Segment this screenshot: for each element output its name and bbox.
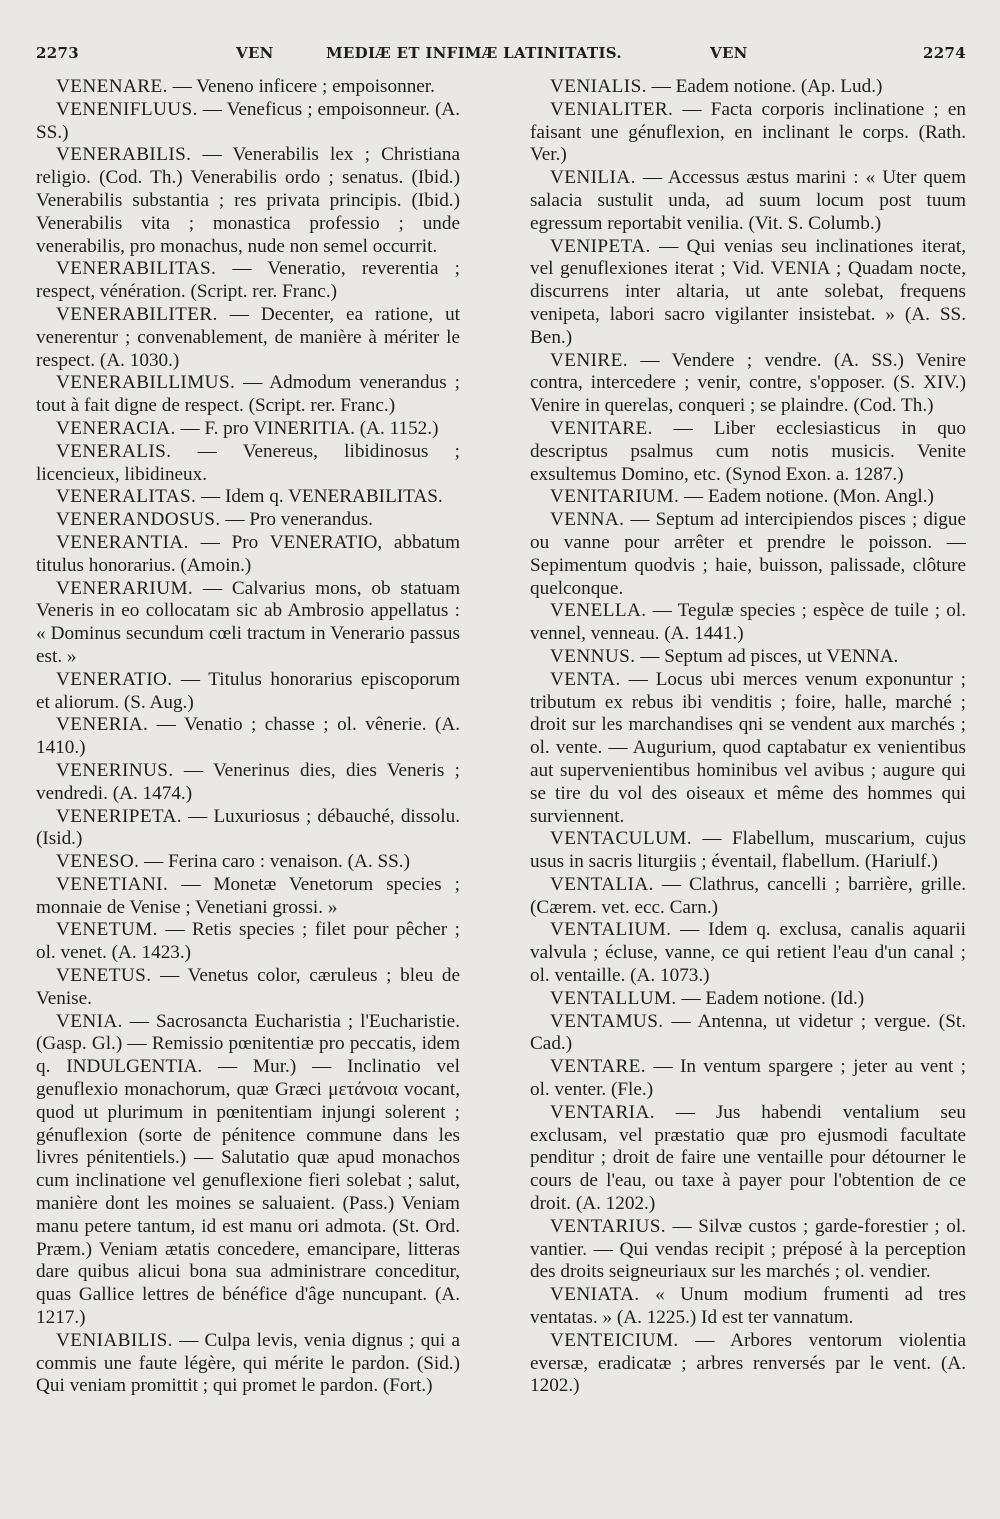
entry-definition: — F. pro VINERITIA. (A. 1152.) <box>175 417 439 439</box>
entry-definition: — Decenter, ea ratione, ut venerentur ; convenablement, de manière à mériter le respect. (A. 1030.) <box>36 303 460 371</box>
dictionary-entry <box>530 418 966 486</box>
entry-headword: VENETIANI. <box>56 873 169 895</box>
entry-headword: VENTAMUS. <box>550 1010 664 1032</box>
entry-headword: VENERALIS. <box>56 440 172 462</box>
dictionary-entry <box>36 1330 460 1398</box>
dictionary-entry <box>530 1056 966 1102</box>
entry-headword: VENIPETA. <box>550 235 651 257</box>
dictionary-entry <box>530 1284 966 1330</box>
entry-definition: — Venatio ; chasse ; ol. vênerie. (A. 1410.) <box>36 714 460 759</box>
dictionary-entry <box>36 806 460 852</box>
entry-definition: — Venerabilis lex ; Christiana religio. (Cod. Th.) Venerabilis ordo ; senatus. (Ibid.) Venerabilis substantia ; res privata principis. (Ibid.) Venerabilis vita ; monastica professio ; unde venerabilis, pro monachus, nude non semel occurrit. <box>36 144 460 257</box>
page-number-right: 2274 <box>923 44 966 62</box>
entry-definition: — Admodum venerandus ; tout à fait digne de respect. (Script. rer. Franc.) <box>36 372 460 417</box>
entry-headword: VENTARIA. <box>550 1101 655 1123</box>
dictionary-entry <box>530 486 966 509</box>
dictionary-entry <box>530 99 966 167</box>
dictionary-entry <box>530 1330 966 1398</box>
entry-headword: VENERIA. <box>56 714 149 736</box>
dictionary-entry <box>530 919 966 987</box>
dictionary-entry <box>530 1011 966 1057</box>
entry-definition: — In ventum spargere ; jeter au vent ; ol. venter. (Fle.) <box>530 1056 966 1101</box>
entry-headword: VENNUS. <box>550 645 636 667</box>
dictionary-entry <box>36 965 460 1011</box>
entry-definition: — Titulus honorarius episcoporum et aliorum. (S. Aug.) <box>36 668 460 713</box>
entry-definition: — Pro VENERATIO, abbatum titulus honorarius. (Amoin.) <box>36 531 460 576</box>
entry-headword: VENTEICIUM. <box>550 1329 679 1351</box>
dictionary-entry <box>530 600 966 646</box>
dictionary-entry <box>36 874 460 920</box>
entry-headword: VENERABILITER. <box>56 303 218 325</box>
dictionary-entry <box>530 350 966 418</box>
dictionary-entry <box>36 418 460 441</box>
entry-headword: VENITARE. <box>550 417 653 439</box>
running-title: MEDIÆ ET INFIMÆ LATINITATIS. <box>326 44 622 62</box>
entry-definition: — Eadem notione. (Mon. Angl.) <box>679 486 934 508</box>
entry-headword: VENTALLUM. <box>550 987 677 1009</box>
dictionary-entry <box>36 144 460 258</box>
dictionary-entry <box>530 828 966 874</box>
entry-definition: — Eadem notione. (Ap. Lud.) <box>646 76 883 97</box>
dictionary-entry <box>530 669 966 829</box>
entry-definition: — Locus ubi merces venum exponuntur ; tributum ex rebus ibi venditis ; foire, halle, marché ; droit sur les marchandises qni se vendent aux marchés ; ol. vente. — Augurium, quod captabatur ex venientibus aut supervenientibus hominibus vel avibus ; augure qui se tire du vol des oiseaux et même des hommes qui surviennent. <box>530 668 966 827</box>
entry-headword: VENERATIO. <box>56 668 173 690</box>
entry-headword: VENIA. <box>56 1010 123 1032</box>
dictionary-entry <box>36 509 460 532</box>
dictionary-entry <box>36 486 460 509</box>
dictionary-entry <box>530 236 966 350</box>
entry-definition: — Veneno inficere ; empoisonner. <box>167 76 435 97</box>
entry-definition: — Qui venias seu inclinationes iterat, vel genuflexiones iterat ; Vid. VENIA ; Quadam nocte, discurrens inter altaria, ut ante solebat, frequens venipeta, labori sacro vigilanter insistebat. » (A. SS. Ben.) <box>530 235 966 348</box>
entry-headword: VENERIPETA. <box>56 805 182 827</box>
text-columns <box>36 76 966 1398</box>
entry-definition: — Arbores ventorum violentia eversæ, eradicatæ ; arbres renversés par le vent. (A. 1202.) <box>530 1329 966 1397</box>
entry-definition: — Jus habendi ventalium seu exclusam, vel præstatio quæ pro ejusmodi facultate penditur ; droit de faire une ventaille pour détourner le cours de l'eau, ou taxe à payer pour l'obtention de ce droit. (A. 1202.) <box>530 1101 966 1215</box>
dictionary-entry <box>530 76 966 99</box>
entry-headword: VENERANDOSUS. <box>56 509 221 531</box>
entry-definition: — Calvarius mons, ob statuam Veneris in eo collocatam sic ab Ambrosio appellatus : « Dominus secundum cœli tractum in Venerario passus est. » <box>36 577 460 667</box>
entry-definition: — Clathrus, cancelli ; barrière, grille. (Cærem. vet. ecc. Carn.) <box>530 873 966 918</box>
entry-headword: VENTARIUS. <box>550 1215 666 1237</box>
dictionary-entry <box>36 99 460 145</box>
entry-definition: — Facta corporis inclinatione ; en faisant une génuflexion, en inclinant le corps. (Rath. Ver.) <box>530 98 966 166</box>
entry-definition: — Venereus, libidinosus ; licencieux, libidineux. <box>36 440 460 485</box>
entry-definition: — Idem q. exclusa, canalis aquarii valvula ; écluse, vanne, ce qui retient l'eau d'un canal ; ol. ventaille. (A. 1073.) <box>530 919 966 987</box>
guide-word-left: VEN <box>236 44 274 62</box>
entry-headword: VENNA. <box>550 509 625 531</box>
entry-definition: — Eadem notione. (Id.) <box>676 987 865 1009</box>
dictionary-entry <box>36 76 460 99</box>
entry-headword: VENERACIA. <box>56 417 176 439</box>
entry-headword: VENETUM. <box>56 919 158 941</box>
entry-headword: VENERABILLIMUS. <box>56 372 236 394</box>
entry-headword: VENERARIUM. <box>56 577 194 599</box>
entry-headword: VENTALIA. <box>550 873 654 895</box>
entry-headword: VENERABILITAS. <box>56 258 217 280</box>
entry-headword: VENIALIS. <box>550 76 647 97</box>
dictionary-entry <box>36 714 460 760</box>
entry-headword: VENERABILIS. <box>56 144 192 166</box>
page-number-left: 2273 <box>36 44 79 62</box>
dictionary-entry <box>36 372 460 418</box>
entry-definition: — Silvæ custos ; garde-forestier ; ol. vantier. — Qui vendas recipit ; préposé à la perception des droits seigneuriaux sur les marchés ; ol. vendier. <box>530 1215 966 1283</box>
dictionary-entry <box>36 760 460 806</box>
right-column <box>530 76 966 1398</box>
entry-definition: « Unum modium frumenti ad tres ventatas. » (A. 1225.) Id est ter vannatum. <box>530 1284 966 1329</box>
running-header <box>36 44 966 72</box>
dictionary-entry <box>36 919 460 965</box>
dictionary-entry <box>36 304 460 372</box>
entry-definition: — Idem q. VENERABILITAS. <box>196 486 443 508</box>
entry-headword: VENTACULUM. <box>550 828 692 850</box>
entry-headword: VENIATA. <box>550 1284 640 1306</box>
dictionary-entry <box>530 509 966 600</box>
dictionary-entry <box>36 851 460 874</box>
dictionary-entry <box>530 1216 966 1284</box>
guide-word-right: VEN <box>710 44 748 62</box>
entry-headword: VENIALITER. <box>550 98 674 120</box>
entry-definition: — Monetæ Venetorum species ; monnaie de Venise ; Venetiani grossi. » <box>36 873 460 918</box>
entry-definition: — Venerinus dies, dies Veneris ; vendredi. (A. 1474.) <box>36 759 460 804</box>
entry-definition: — Vendere ; vendre. (A. SS.) Venire contra, intercedere ; venir, contre, s'opposer. (S. XIV.) Venire in querelas, conqueri ; se plaindre. (Cod. Th.) <box>530 349 966 417</box>
entry-headword: VENIABILIS. <box>56 1329 173 1351</box>
entry-headword: VENTALIUM. <box>550 919 672 941</box>
entry-definition: — Sacrosancta Eucharistia ; l'Eucharistie. (Gasp. Gl.) — Remissio pœnitentiæ pro peccatis, idem q. INDULGENTIA. — Mur.) — Inclinatio vel genuflexio monachorum, quæ Græci μετάνοια vocant, quod ut plurimum in pœnitentiam injungi solerent ; génuflexion (sorte de pénitence commune dans les livres pénitentiels.) — Salutatio quæ apud monachos cum inclinatione vel genuflexione fieri solebat ; salut, manière dont les moines se saluaient. (Pass.) Veniam manu petere tantum, id est manu ori admota. (St. Ord. Præm.) Veniam ætatis concedere, emancipare, litteras dare quibus alicui bona sua administrare conceditur, quas Gallice lettres de bénéfice d'âge nuncupant. (A. 1217.) <box>36 1010 460 1329</box>
entry-definition: — Veneficus ; empoisonneur. (A. SS.) <box>36 98 460 143</box>
entry-definition: — Flabellum, muscarium, cujus usus in sacris liturgiis ; éventail, flabellum. (Hariulf.) <box>530 828 966 873</box>
entry-headword: VENENIFLUUS. <box>56 98 198 120</box>
dictionary-entry <box>36 669 460 715</box>
dictionary-entry <box>530 646 966 669</box>
dictionary-entry <box>36 532 460 578</box>
entry-definition: — Retis species ; filet pour pêcher ; ol. venet. (A. 1423.) <box>36 919 460 964</box>
entry-headword: VENTA. <box>550 668 621 690</box>
dictionary-entry <box>530 988 966 1011</box>
entry-definition: — Septum ad pisces, ut VENNA. <box>635 645 899 667</box>
entry-headword: VENERINUS. <box>56 759 174 781</box>
entry-headword: VENERANTIA. <box>56 531 189 553</box>
entry-headword: VENITARIUM. <box>550 486 680 508</box>
entry-definition: — Luxuriosus ; débauché, dissolu. (Isid.) <box>36 805 460 850</box>
dictionary-entry <box>530 874 966 920</box>
entry-headword: VENESO. <box>56 851 140 873</box>
entry-headword: VENELLA. <box>550 600 647 622</box>
entry-headword: VENTARE. <box>550 1056 646 1078</box>
dictionary-entry <box>36 258 460 304</box>
entry-definition: — Accessus æstus marini : « Uter quem salacia sustulit unda, ad suum locum post tuum egressum reportabit venilia. (Vit. S. Columb.) <box>530 167 966 234</box>
entry-definition: — Pro venerandus. <box>220 509 373 531</box>
entry-headword: VENENARE. <box>56 76 168 97</box>
entry-headword: VENERALITAS. <box>56 486 197 508</box>
dictionary-entry <box>530 1102 966 1216</box>
entry-definition: — Ferina caro : venaison. (A. SS.) <box>139 851 410 873</box>
left-column <box>36 76 460 1398</box>
dictionary-entry <box>36 1011 460 1330</box>
entry-headword: VENIRE. <box>550 349 628 371</box>
dictionary-entry <box>36 578 460 669</box>
entry-definition: — Antenna, ut videtur ; vergue. (St. Cad.) <box>530 1010 966 1055</box>
entry-definition: — Liber ecclesiasticus in quo descriptus psalmus cum notis musicis. Venite exsultemus Domino, etc. (Synod Exon. a. 1287.) <box>530 417 966 485</box>
dictionary-entry <box>36 441 460 487</box>
entry-definition: — Tegulæ species ; espèce de tuile ; ol. vennel, venneau. (A. 1441.) <box>530 600 966 645</box>
entry-headword: VENILIA. <box>550 167 636 189</box>
entry-definition: — Veneratio, reverentia ; respect, vénération. (Script. rer. Franc.) <box>36 258 460 303</box>
entry-headword: VENETUS. <box>56 965 152 987</box>
entry-definition: — Venetus color, cæruleus ; bleu de Venise. <box>36 965 460 1009</box>
dictionary-entry <box>530 167 966 235</box>
entry-definition: — Culpa levis, venia dignus ; qui a commis une faute légère, qui mérite le pardon. (Sid.) Qui veniam promittit ; qui promet le pardon. (Fort.) <box>36 1329 460 1397</box>
entry-definition: — Septum ad intercipiendos pisces ; digue ou vanne pour arrêter et prendre le poisson. — Sepimentum quodvis ; haie, buisson, palissade, clôture quelconque. <box>530 509 966 599</box>
